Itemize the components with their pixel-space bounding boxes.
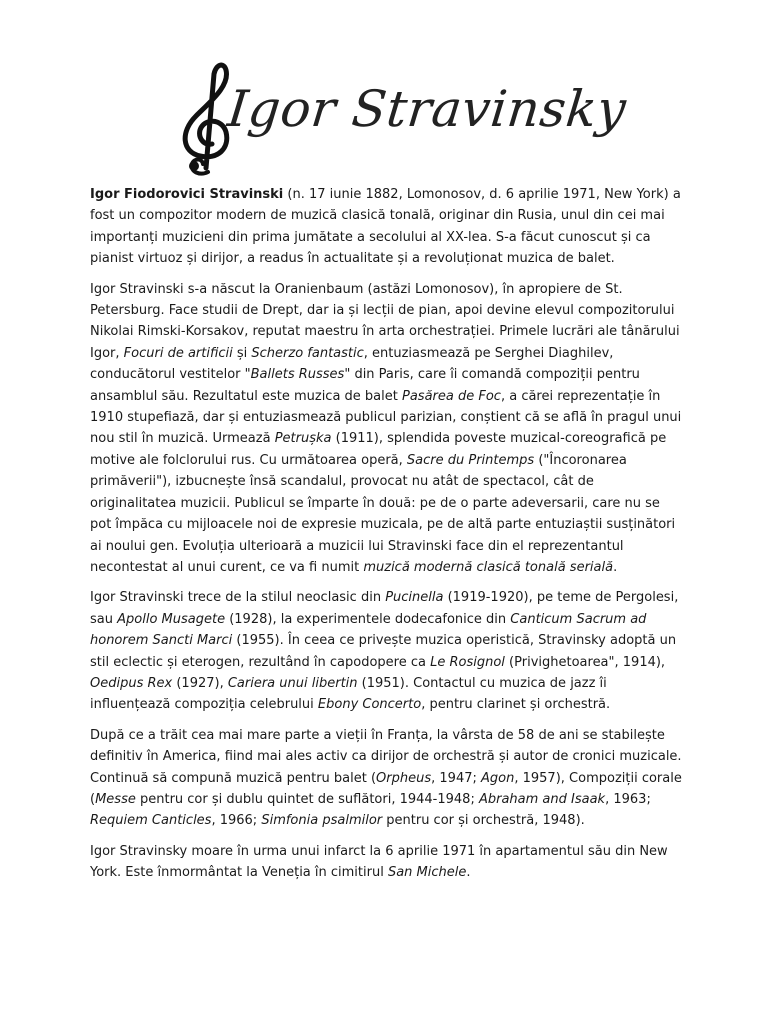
italic-title: Canticum Sacrum ad honorem Sancti Marci (90, 611, 647, 649)
paragraph-5 (90, 841, 682, 884)
text-run: (Privighetoarea", 1914), (504, 654, 666, 670)
italic-title: Simfonia psalmilor (261, 813, 383, 829)
text-run: (1955). În ceea ce privește muzica operistică, Stravinsky adoptă un stil eclectic și eterogen, rezultând în capodopere ca (90, 633, 677, 670)
text-run: pentru cor și orchestră, 1948). (382, 813, 585, 829)
page-title: Igor Stravinsky (224, 80, 629, 138)
text-run: și (232, 345, 252, 361)
text-run: Igor Stravinski s-a născut la Oranienbaum (astăzi Lomonosov), în apropiere de St. Petersburg. Face studii de Drept, dar ia și lecții de pian, apoi devine elevul compozitorului Nikolai Rimski-Korsakov, reputat maestru în arta orchestrației. Primele lucrări ale tânărului Igor, (90, 281, 680, 361)
italic-title: muzică modernă clasică tonală serială (363, 559, 614, 575)
italic-title: Agon (481, 770, 515, 786)
italic-title: Requiem Canticles (90, 813, 212, 829)
text-run: Igor Stravinsky moare în urma unui infarct la 6 aprilie 1971 în apartamentul său din New York. Este înmormântat la Veneția în cimitirul (90, 843, 668, 881)
italic-title: Le Rosignol (430, 654, 505, 670)
paragraph-1 (90, 184, 682, 270)
italic-title: Cariera unui libertin (227, 675, 358, 691)
italic-title: Pucinella (385, 590, 444, 606)
text-run: ("Încoronarea primăverii"), izbucnește însă scandalul, provocat nu atât de spectacol, cât de originalitatea muzicii. Publicul se împarte în două: pe de o parte adeversarii, care nu se pot împăca cu mijloacele noi de expresie muzicala, pe de altă parte entuziaștii susținători ai noului gen. Evoluția ulterioară a muzicii lui Stravinski face din el reprezentantul necontestat al unui curent, ce va fi numit (90, 452, 676, 575)
text-run: din Paris, care îi comandă compoziții pentru ansamblul său. Rezultatul este muzica de balet (90, 367, 640, 404)
italic-title: Abraham and Isaak (478, 791, 606, 807)
text-run: (n. 17 iunie 1882, Lomonosov, d. 6 aprilie 1971, New York) a fost un compozitor modern de muzică clasică tonală, originar din Rusia, unul din cei mai importanți muzicieni din prima jumătate a secolului al XX-lea. S-a făcut cunoscut și ca pianist virtuoz și dirijor, a readus în actualitate și a revoluționat muzica de balet. (90, 187, 681, 267)
paragraph-2 (90, 279, 682, 579)
text-run: , 1963; (605, 791, 651, 807)
text-run: , 1957), Compoziții corale ( (90, 770, 682, 807)
text-run: , 1947; (431, 770, 482, 786)
paragraph-3 (90, 587, 682, 715)
text-run: , entuziasmează pe Serghei Diaghilev, conducătorul vestitelor (90, 345, 614, 383)
italic-title: Ebony Concerto (317, 697, 422, 713)
text-run: (1919-1920), pe teme de Pergolesi, sau (90, 590, 679, 627)
text-run: , 1966; (211, 813, 262, 829)
italic-title: Oedipus Rex (90, 675, 173, 691)
bold-name: Igor Fiodorovici Stravinski (90, 187, 284, 202)
text-run: (1951). Contactul cu muzica de jazz îi influențează compoziția celebrului (90, 675, 607, 713)
text-run: (1911), splendida poveste muzical-coreografică pe motive ale folclorului rus. Cu următoarea operă, (90, 431, 667, 468)
text-run: (1927), (172, 675, 228, 691)
text-run: pentru cor și dublu quintet de suflători, 1944-1948; (135, 791, 479, 807)
paragraph-4 (90, 725, 682, 832)
text-run: După ce a trăit cea mai mare parte a vieții în Franța, la vârsta de 58 de ani se stabilește definitiv în America, fiind mai ales activ ca dirijor de orchestră și autor de cronici muzicale. Continuă să compună muzică pentru balet ( (90, 727, 682, 786)
italic-title: Orpheus (376, 770, 432, 786)
italic-title: "Ballets Russes" (244, 367, 351, 383)
italic-title: Messe (95, 791, 136, 807)
italic-title: Apollo Musagete (117, 611, 226, 627)
text-run: (1928), la experimentele dodecafonice din (225, 611, 511, 627)
italic-title: Focuri de artificii (123, 345, 233, 361)
text-run: , pentru clarinet și orchestră. (421, 697, 611, 713)
article-body (90, 184, 682, 893)
italic-title: San Michele (387, 865, 467, 881)
italic-title: Pasărea de Foc (402, 388, 501, 404)
page-header (170, 60, 629, 180)
text-run: Igor Stravinski trece de la stilul neoclasic din (90, 590, 386, 606)
text-run: . (613, 559, 618, 575)
italic-title: Petrușka (274, 431, 332, 447)
text-run: , a cărei reprezentație în 1910 stupefiază, dar și entuziasmează publicul parizian, conștient că se află în pragul unui nou stil în muzică. Urmează (90, 388, 682, 447)
italic-title: Sacre du Printemps (406, 452, 535, 468)
italic-title: Scherzo fantastic (251, 345, 364, 361)
text-run: . (466, 865, 471, 881)
